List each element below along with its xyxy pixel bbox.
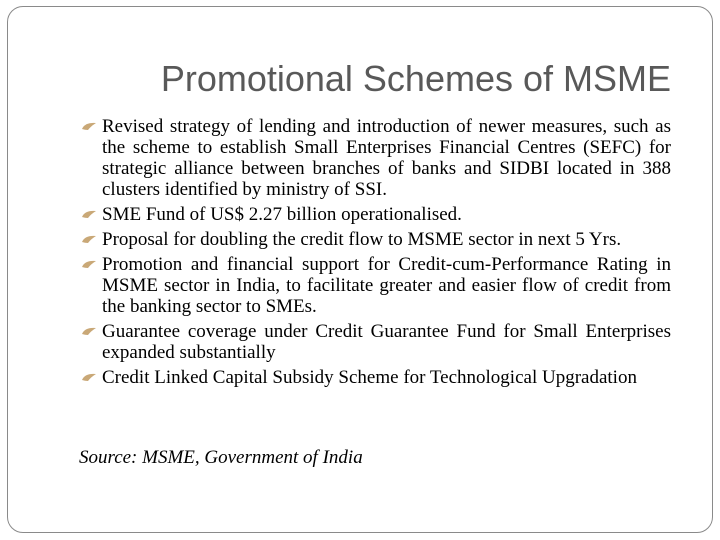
list-item: [79, 116, 671, 200]
list-item: [79, 254, 671, 317]
bullet-text: Credit Linked Capital Subsidy Scheme for Technological Upgradation: [102, 367, 637, 388]
leaf-bullet-icon: [81, 259, 97, 269]
bullet-text: Guarantee coverage under Credit Guarantee Fund for Small Enterprises expanded substantially: [102, 321, 671, 363]
bullet-text: Revised strategy of lending and introduction of newer measures, such as the scheme to establish Small Enterprises Financial Centres (SEFC) for strategic alliance between branches of banks and SIDBI located in 388 clusters identified by ministry of SSI.: [102, 116, 671, 200]
bullet-text: SME Fund of US$ 2.27 billion operationalised.: [102, 204, 462, 225]
bullet-text: Promotion and financial support for Credit-cum-Performance Rating in MSME sector in India, to facilitate greater and easier flow of credit from the banking sector to SMEs.: [102, 254, 671, 317]
bullet-list: [79, 116, 671, 392]
leaf-bullet-icon: [81, 209, 97, 219]
leaf-bullet-icon: [81, 372, 97, 382]
list-item: [79, 321, 671, 363]
list-item: [79, 204, 671, 225]
source-citation: Source: MSME, Government of India: [79, 447, 363, 468]
leaf-bullet-icon: [81, 326, 97, 336]
slide-title: Promotional Schemes of MSME: [160, 58, 671, 99]
bullet-text: Proposal for doubling the credit flow to MSME sector in next 5 Yrs.: [102, 229, 622, 250]
leaf-bullet-icon: [81, 121, 97, 131]
list-item: [79, 367, 671, 388]
leaf-bullet-icon: [81, 234, 97, 244]
list-item: [79, 229, 671, 250]
